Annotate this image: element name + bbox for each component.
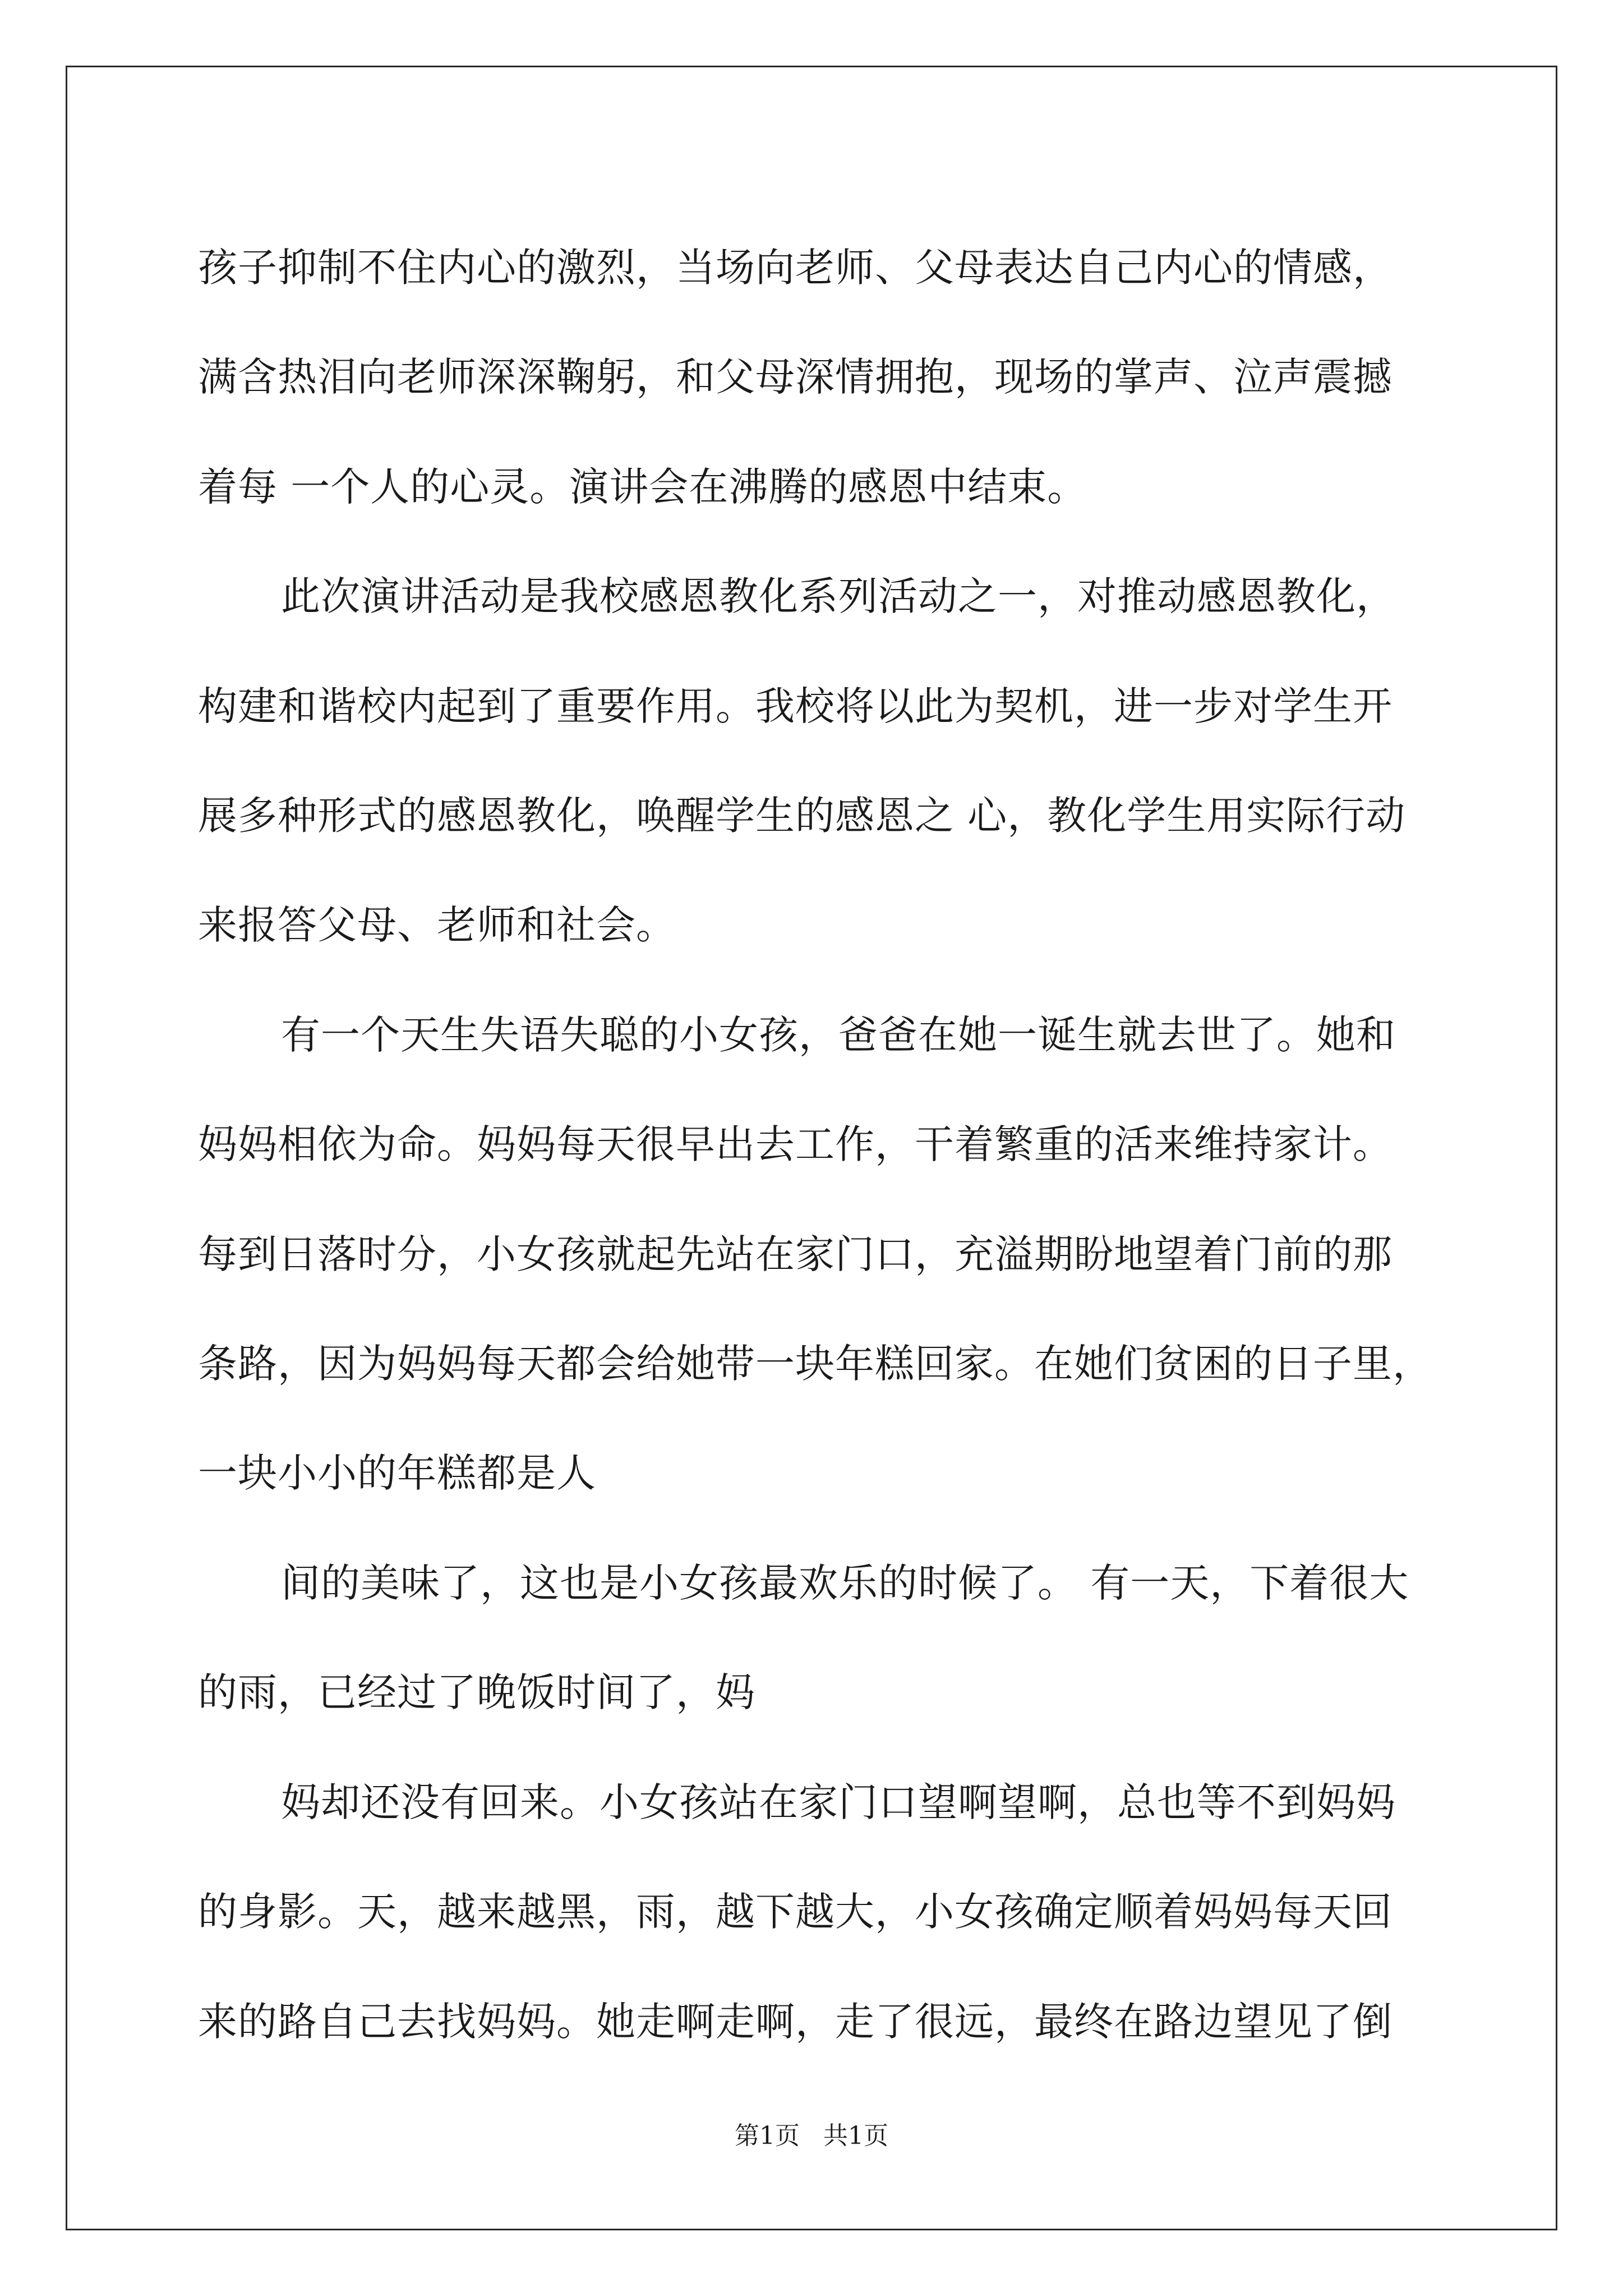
text-line: 此次演讲活动是我校感恩教化系列活动之一，对推动感恩教化， — [281, 573, 1396, 620]
text-line: 间的美味了，这也是小女孩最欢乐的时候了。 有一天，下着很大 — [281, 1559, 1409, 1606]
text-line: 的雨，已经过了晚饭时间了，妈 — [198, 1669, 755, 1716]
text-line: 一块小小的年糕都是人 — [198, 1450, 596, 1497]
text-line: 孩子抑制不住内心的激烈，当场向老师、父母表达自己内心的情感， — [198, 245, 1393, 291]
text-line: 来报答父母、老师和社会。 — [198, 902, 676, 949]
text-line: 妈妈相依为命。妈妈每天很早出去工作，干着繁重的活来维持家计。 — [198, 1121, 1393, 1168]
text-line: 的身影。天，越来越黑，雨，越下越大，小女孩确定顺着妈妈每天回 — [198, 1889, 1393, 1935]
text-line: 构建和谐校内起到了重要作用。我校将以此为契机，进一步对学生开 — [198, 683, 1393, 729]
page-footer: 第1页 共1页 — [735, 2122, 888, 2150]
text-line: 条路，因为妈妈每天都会给她带一块年糕回家。在她们贫困的日子里， — [198, 1341, 1432, 1387]
text-line: 每到日落时分，小女孩就起先站在家门口，充溢期盼地望着门前的那 — [198, 1231, 1393, 1277]
text-line: 妈却还没有回来。小女孩站在家门口望啊望啊，总也等不到妈妈 — [281, 1779, 1396, 1825]
text-line: 满含热泪向老师深深鞠躬，和父母深情拥抱，现场的掌声、泣声震撼 — [198, 354, 1393, 401]
text-line: 展多种形式的感恩教化，唤醒学生的感恩之 心，教化学生用实际行动 — [198, 793, 1406, 839]
text-line: 着每 一个人的心灵。演讲会在沸腾的感恩中结束。 — [198, 463, 1087, 510]
text-line: 有一个天生失语失聪的小女孩，爸爸在她一诞生就去世了。她和 — [281, 1011, 1396, 1058]
document-body — [198, 213, 1432, 2077]
text-line: 来的路自己去找妈妈。她走啊走啊，走了很远，最终在路边望见了倒 — [198, 1998, 1393, 2045]
